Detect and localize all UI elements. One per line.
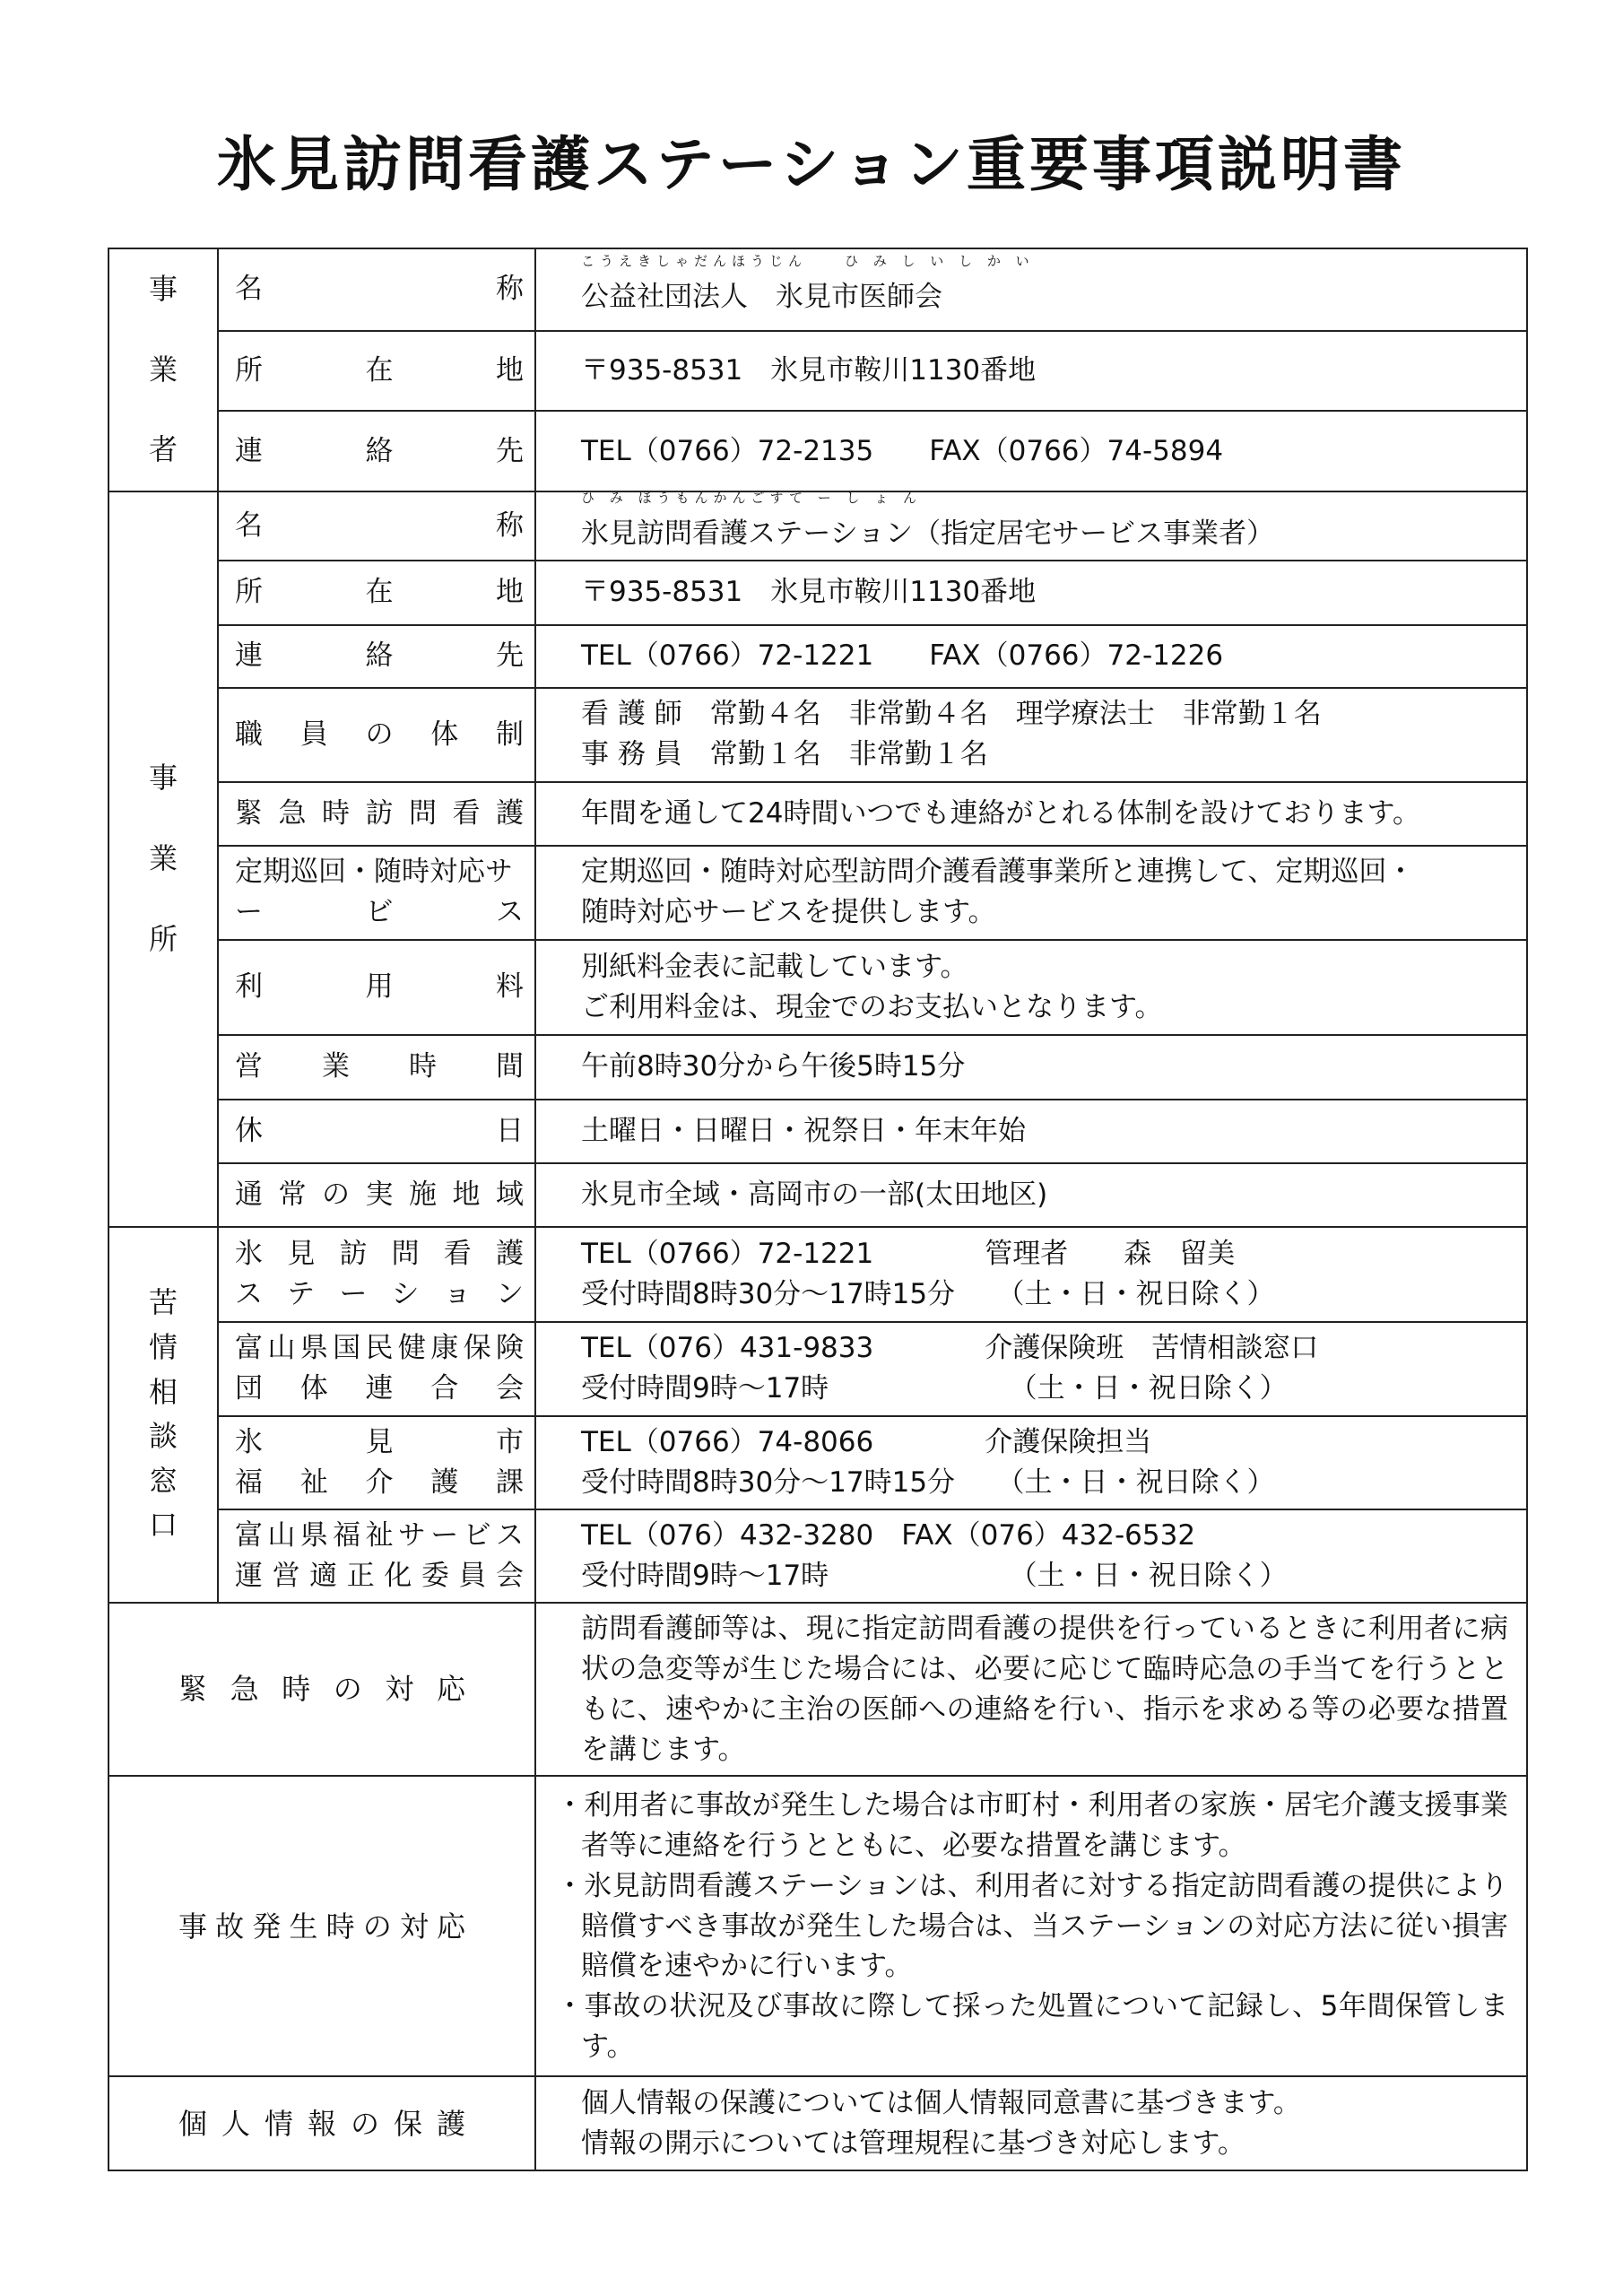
row-label: 名称 [218,491,535,561]
row-value: 氷見市全域・高岡市の一部(太田地区) [535,1163,1527,1227]
row-label: 名称 [218,248,535,331]
row-value: 〒935-8531 氷見市鞍川1130番地 [535,561,1527,625]
row-label: 定期巡回・随時対応サ ービス [218,846,535,940]
important-matters-table [108,248,1528,2171]
row-label: 個人情報の保護 [108,2076,535,2170]
list-item: ・事故の状況及び事故に際して採った処置について記録し、5年間保管します。 [556,1990,1508,2064]
operator-name-row [108,248,1527,331]
row-label: 緊急時訪問看護 [218,782,535,846]
row-value: 土曜日・日曜日・祝祭日・年末年始 [535,1100,1527,1163]
complaint-city-row [108,1416,1527,1509]
row-label: 連絡先 [218,625,535,688]
row-value: TEL（0766）72-2135 FAX（0766）74-5894 [535,411,1527,491]
row-label: 営業時間 [218,1035,535,1100]
complaints-group-label: 苦情相談窓口 [108,1227,218,1603]
emergency-response-row [108,1603,1527,1777]
row-label: 通常の実施地域 [218,1163,535,1227]
furigana: ひ み ほうもんかんごすて ー し ょ ん [581,489,923,506]
row-label: 事故発生時の対応 [108,1776,535,2076]
row-label: 氷見市 福祉介護課 [218,1416,535,1509]
row-value: 訪問看護師等は、現に指定訪問看護の提供を行っているときに利用者に病状の急変等が生じた場合には、必要に応じて臨時応急の手当てを行うとともに、速やかに主治の医師への連絡を行い、指示を求める等の必要な措置を講じます。 [535,1603,1527,1777]
office-contact-row [108,625,1527,688]
office-name-row [108,491,1527,561]
office-staff-row [108,688,1527,782]
row-value: TEL（0766）72-1221 FAX（0766）72-1226 [535,625,1527,688]
document-title: 氷見訪問看護ステーション重要事項説明書 [216,130,1407,199]
operator-group-label: 事業者 [108,248,218,491]
row-label: 所在地 [218,331,535,412]
row-label: 連絡先 [218,411,535,491]
list-item: ・利用者に事故が発生した場合は市町村・利用者の家族・居宅介護支援事業者等に連絡を行うとともに、必要な措置を講じます。 [556,1788,1508,1862]
operator-address-row [108,331,1527,412]
privacy-row [108,2076,1527,2170]
complaint-station-row [108,1227,1527,1322]
row-value: TEL（076）431-9833 介護保険班 苦情相談窓口 受付時間9時～17時 （土・日・祝日除く） [535,1322,1527,1416]
list-item: ・氷見訪問看護ステーションは、利用者に対する指定訪問看護の提供により賠償すべき事故が発生した場合は、当ステーションの対応方法に従い損害賠償を速やかに行います。 [556,1869,1508,1983]
row-value: TEL（076）432-3280 FAX（076）432-6532 受付時間9時～17時 （土・日・祝日除く） [535,1509,1527,1603]
row-label: 氷見訪問看護 ステーション [218,1227,535,1322]
row-label: 所在地 [218,561,535,625]
office-address-row [108,561,1527,625]
row-value: こうえきしゃだんほうじん ひ み し い し か い 公益社団法人 氷見市医師会 [535,248,1527,331]
accident-response-row [108,1776,1527,2076]
row-value: 〒935-8531 氷見市鞍川1130番地 [535,331,1527,412]
row-value: 別紙料金表に記載しています。 ご利用料金は、現金でのお支払いとなります。 [535,940,1527,1035]
row-label: 緊急時の対応 [108,1603,535,1777]
row-value: TEL（0766）74-8066 介護保険担当 受付時間8時30分～17時15分 （土・日・祝日除く） [535,1416,1527,1509]
office-holidays-row [108,1100,1527,1163]
complaint-welfare-committee-row [108,1509,1527,1603]
row-value: TEL（0766）72-1221 管理者 森 留美 受付時間8時30分～17時15分 （土・日・祝日除く） [535,1227,1527,1322]
row-label: 休日 [218,1100,535,1163]
row-value: 看 護 師 常勤４名 非常勤４名 理学療法士 非常勤１名 事 務 員 常勤１名 非常勤１名 [535,688,1527,782]
office-periodic-service-row [108,846,1527,940]
row-value: 個人情報の保護については個人情報同意書に基づきます。 情報の開示については管理規程に基づき対応します。 [535,2076,1527,2170]
row-value: 年間を通して24時間いつでも連絡がとれる体制を設けております。 [535,782,1527,846]
operator-contact-row [108,411,1527,491]
row-value: ひ み ほうもんかんごすて ー し ょ ん 氷見訪問看護ステーション（指定居宅サービス事業者） [535,491,1527,561]
row-label: 職員の体制 [218,688,535,782]
row-value: 午前8時30分から午後5時15分 [535,1035,1527,1100]
office-emergency-visit-row [108,782,1527,846]
row-value [535,1776,1527,2076]
office-hours-row [108,1035,1527,1100]
office-group-label: 事業所 [108,491,218,1227]
row-label: 利用料 [218,940,535,1035]
row-value: 定期巡回・随時対応型訪問介護看護事業所と連携して、定期巡回・ 随時対応サービスを提供します。 [535,846,1527,940]
furigana: こうえきしゃだんほうじん ひ み し い し か い [581,253,1035,270]
office-fee-row [108,940,1527,1035]
complaint-kokuho-row [108,1322,1527,1416]
row-label: 富山県国民健康保険 団体連合会 [218,1322,535,1416]
row-label: 富山県福祉サービス 運営適正化委員会 [218,1509,535,1603]
office-service-area-row [108,1163,1527,1227]
